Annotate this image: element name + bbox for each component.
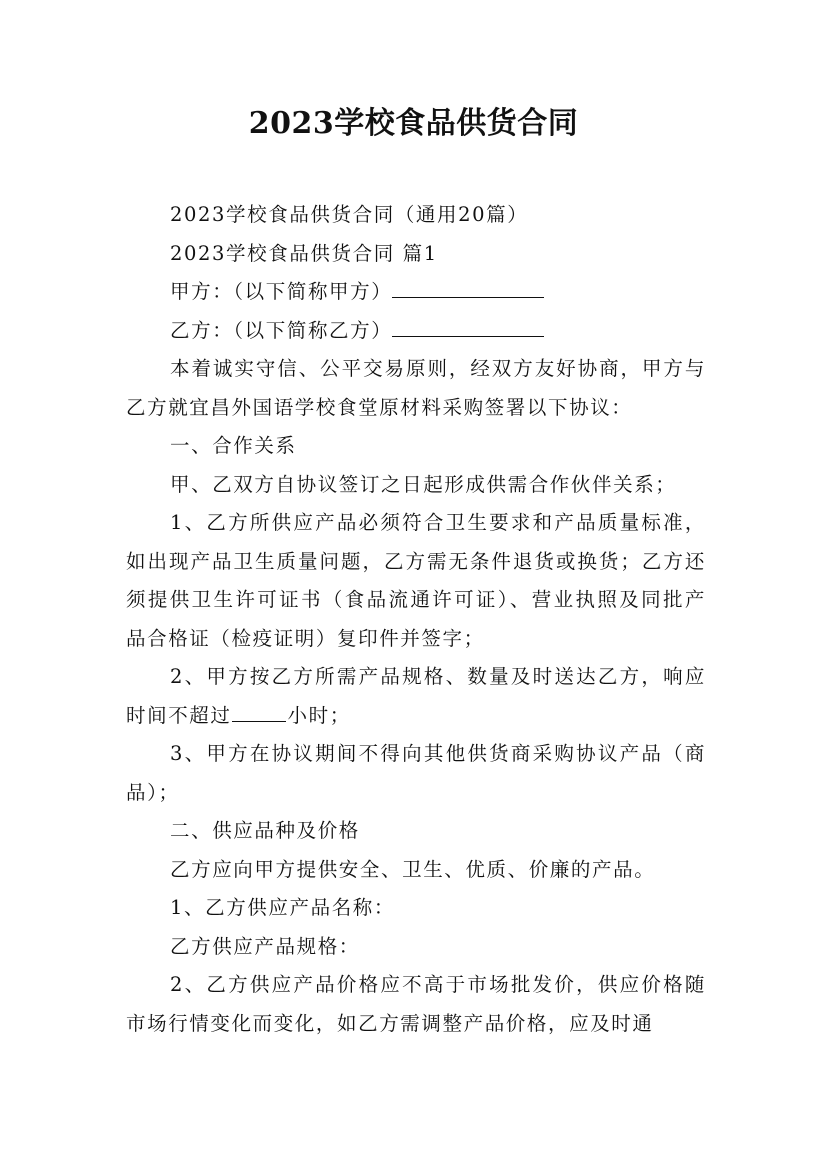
document-body (126, 196, 706, 1043)
paragraph-supply-quality: 乙方应向甲方提供安全、卫生、优质、价廉的产品。 (170, 857, 656, 881)
paragraph-heading-1: 一、合作关系 (170, 434, 297, 457)
party-b-blank (392, 314, 544, 337)
paragraph-preamble: 本着诚实守信、公平交易原则，经双方友好协商，甲方与乙方就宜昌外国语学校食堂原材料采购签署以下协议： (126, 357, 706, 419)
paragraph-heading-2: 二、供应品种及价格 (170, 819, 360, 842)
paragraph-product-spec: 乙方供应产品规格： (170, 934, 360, 958)
paragraph-party-a (126, 273, 706, 312)
paragraph-subtitle: 2023学校食品供货合同（通用20篇） (170, 203, 529, 226)
paragraph-relationship: 甲、乙双方自协议签订之日起形成供需合作伙伴关系； (170, 472, 677, 496)
party-a-blank (392, 275, 544, 298)
party-a-label: 甲方：（以下简称甲方） (170, 280, 393, 303)
paragraph-product-name: 1、乙方供应产品名称： (170, 896, 396, 919)
paragraph-party-b (126, 312, 706, 351)
clause-2-suffix: 小时； (287, 703, 351, 727)
response-time-blank (232, 699, 286, 722)
party-b-label: 乙方：（以下简称乙方） (170, 318, 393, 342)
paragraph-clause-2 (126, 658, 706, 735)
document-title: 2023学校食品供货合同 (248, 106, 579, 141)
paragraph-pricing: 2、乙方供应产品价格应不高于市场批发价，供应价格随市场行情变化而变化，如乙方需调整产品价格，应及时通 (126, 973, 706, 1035)
clause-2-text: 2、甲方按乙方所需产品规格、数量及时送达乙方，响应时间不超过 (126, 665, 706, 727)
paragraph-clause-3: 3、甲方在协议期间不得向其他供货商采购协议产品（商品）； (126, 742, 706, 804)
paragraph-clause-1: 1、乙方所供应产品必须符合卫生要求和产品质量标准，如出现产品卫生质量问题，乙方需无条件退货或换货；乙方还须提供卫生许可证书（食品流通许可证）、营业执照及同批产品合格证（检疫证明）复印件并签字； (126, 511, 706, 650)
paragraph-section-heading: 2023学校食品供货合同 篇1 (170, 241, 438, 265)
